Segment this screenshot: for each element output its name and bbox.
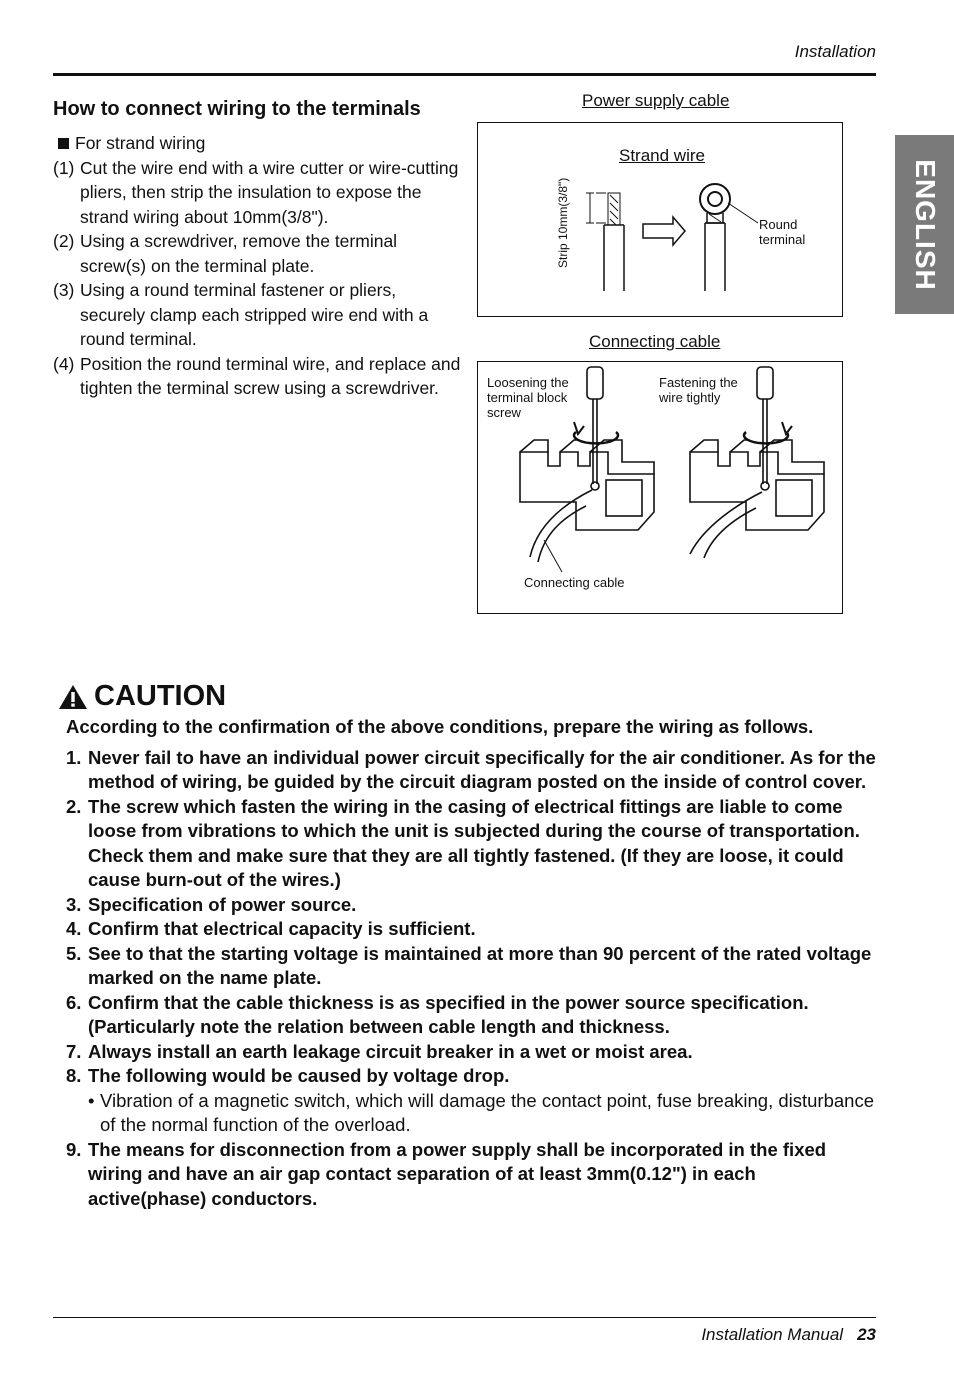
figure1-inner-label: Strand wire (619, 146, 705, 165)
list-item: 4. Confirm that electrical capacity is sufficient. (66, 918, 476, 939)
footer (701, 1325, 876, 1345)
footer-label: Installation Manual (701, 1325, 844, 1344)
caution-heading: CAUTION (58, 680, 226, 713)
warning-icon (58, 684, 88, 710)
figure1-caption: Power supply cable (582, 91, 730, 110)
figure2-caption: Connecting cable (589, 332, 721, 351)
wiring-steps (53, 131, 463, 401)
list-item: 5. See to that the starting voltage is maintained at more than 90 percent of the rated voltage marked on the name plate. (66, 942, 872, 988)
list-item: (1) Cut the wire end with a wire cutter or wire-cutting pliers, then strip the insulation to expose the strand wiring about 10mm(3/8"). (53, 157, 459, 227)
footer-rule (53, 1317, 876, 1318)
header-rule (53, 73, 876, 76)
square-bullet-icon (58, 138, 69, 149)
list-item: 7. Always install an earth leakage circuit breaker in a wet or moist area. (66, 1040, 693, 1062)
strand-wire-diagram (478, 123, 842, 316)
list-item: (4) Position the round terminal wire, and replace and tighten the terminal screw using a screwdriver. (53, 353, 461, 398)
figure1-box (477, 122, 843, 317)
language-tab-label: ENGLISH (909, 158, 941, 291)
round-terminal-label: Round terminal (759, 217, 806, 247)
list-item: 2. The screw which fasten the wiring in the casing of electrical fittings are liable to come loose from vibrations to which the unit is subjected during the course of transportation. Check them and make sure that they are all tightly fastened. (If they are loose, it could cause burn-out of the wires.) (66, 795, 860, 890)
page-number: 23 (857, 1325, 876, 1344)
list-item: (3) Using a round terminal fastener or pliers, securely clamp each stripped wire end with a round terminal. (53, 280, 429, 349)
list-item: 3. Specification of power source. (66, 893, 357, 915)
caution-body (66, 715, 878, 1211)
caution-intro: According to the confirmation of the above conditions, prepare the wiring as follows. (66, 716, 814, 737)
loosen-label: Loosening the terminal block screw (487, 375, 569, 420)
wiring-subhead: For strand wiring (53, 131, 463, 156)
list-item: 6. Confirm that the cable thickness is as specified in the power source specification. (Particularly note the relation between cable length and thickness. (66, 991, 809, 1037)
list-item: 9. The means for disconnection from a power supply shall be incorporated in the fixed wiring and have an air gap contact separation of at least 3mm(0.12") in each active(phase) conductors. (66, 1138, 827, 1209)
header-section-label: Installation (794, 42, 876, 61)
language-tab (895, 135, 954, 314)
list-bullet: • Vibration of a magnetic switch, which will damage the contact point, fuse breaking, disturbance of the normal function of the overload. (88, 1089, 875, 1135)
list-item: (2) Using a screwdriver, remove the terminal screw(s) on the terminal plate. (53, 231, 398, 276)
section-title: How to connect wiring to the terminals (53, 98, 421, 120)
figure2-box (477, 361, 843, 614)
fasten-label: Fastening the wire tightly (659, 375, 738, 405)
strip-label: Strip 10mm(3/8") (556, 177, 570, 268)
terminal-block-diagram (478, 362, 842, 613)
list-item: 8. The following would be caused by voltage drop. (66, 1065, 510, 1086)
list-item: 1. Never fail to have an individual power circuit specifically for the air conditioner. As for the method of wiring, be guided by the circuit diagram posted on the inside of control cover. (66, 746, 876, 792)
connecting-cable-label: Connecting cable (524, 575, 625, 590)
